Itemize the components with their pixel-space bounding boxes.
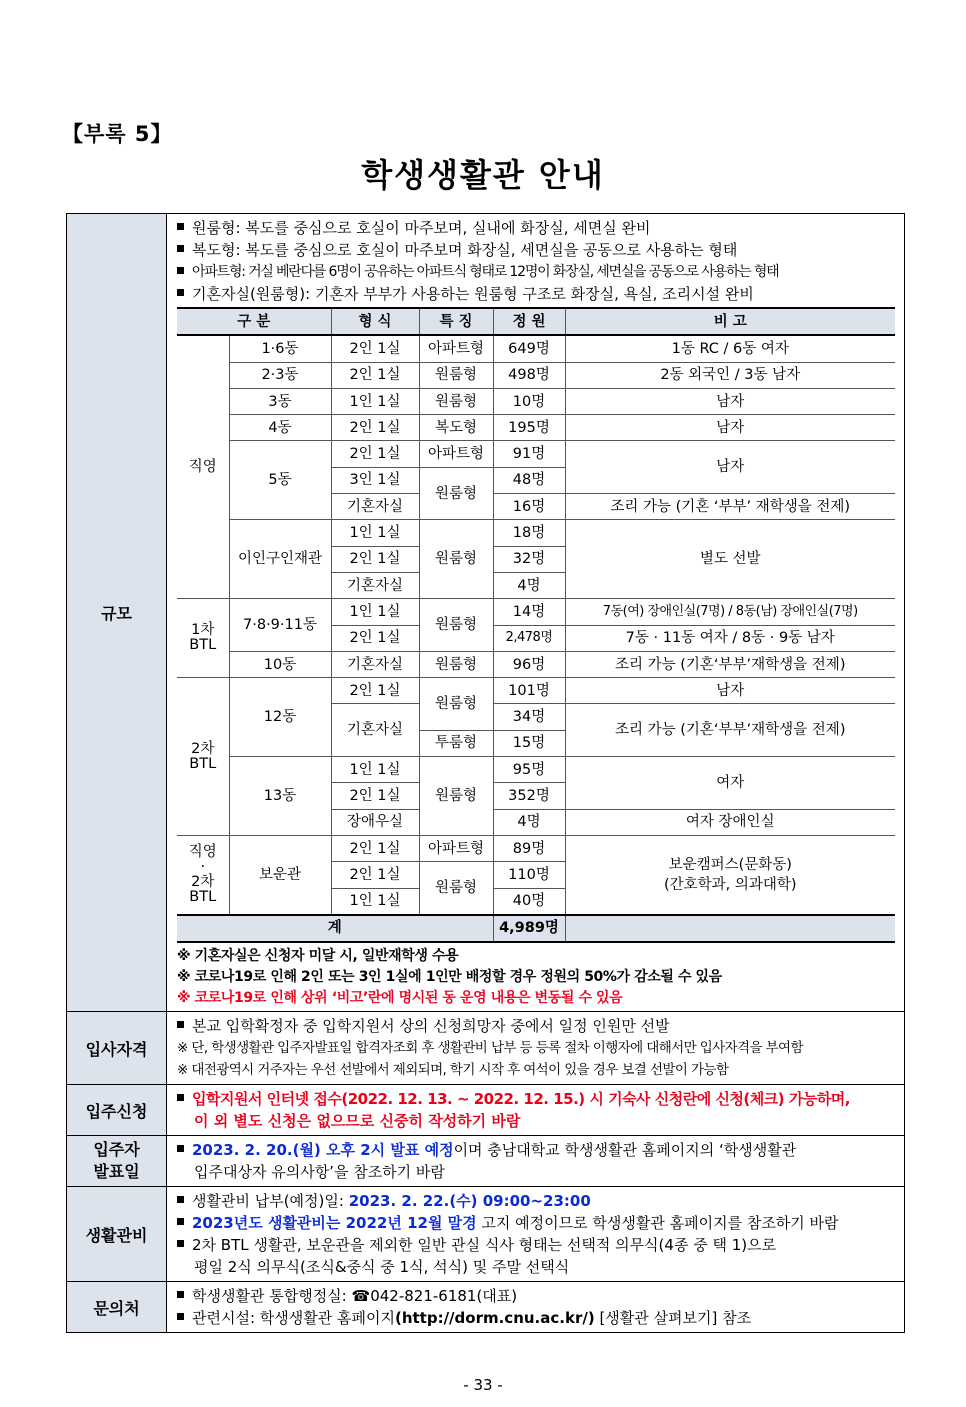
capacity-table	[177, 307, 895, 943]
note-cell: 보운캠퍼스(문화동) (간호학과, 의과대학)	[565, 835, 895, 914]
eligibility-note-1: ※ 단, 학생생활관 입주자발표일 합격자조회 후 생활관비 납부 등 등록 절차 이행자에 대해서만 입사자격을 부여함	[177, 1040, 803, 1057]
contact-row	[67, 1282, 905, 1333]
eligibility-label: 입사자격	[67, 1012, 167, 1085]
table-row	[177, 651, 895, 677]
building-cell: 4동	[229, 415, 331, 441]
type-cell: 1인 1실	[331, 599, 419, 625]
application-row	[67, 1085, 905, 1136]
table-row	[177, 599, 895, 625]
header-category: 구 분	[177, 308, 331, 335]
type-cell: 2인 1실	[331, 678, 419, 704]
type-cell: 기혼자실	[331, 651, 419, 677]
header-type: 형 식	[331, 308, 419, 335]
capacity-cell: 48명	[493, 467, 565, 493]
appendix-label: 【부록 5】	[62, 122, 173, 146]
note-cell: 별도 선발	[565, 520, 895, 599]
eligibility-bullet: 본교 입학확정자 중 입학지원서 상의 신청희망자 중에서 일정 인원만 선발	[177, 1015, 896, 1037]
note-cell: 7동 · 11동 여자 / 8동 · 9동 남자	[565, 625, 895, 651]
capacity-cell: 4명	[493, 809, 565, 835]
header-note: 비 고	[565, 308, 895, 335]
square-bullet-icon	[177, 1313, 184, 1320]
type-cell: 기혼자실	[331, 572, 419, 598]
capacity-cell: 4명	[493, 572, 565, 598]
type-cell: 1인 1실	[331, 388, 419, 414]
table-row	[177, 415, 895, 441]
feature-cell: 복도형	[419, 415, 493, 441]
feature-cell: 원룸형	[419, 678, 493, 731]
footnote-covid-capacity: ※ 코로나19로 인해 2인 또는 3인 1실에 1인만 배정할 경우 정원의 50%가 감소될 수 있음	[177, 969, 722, 986]
capacity-cell: 110명	[493, 862, 565, 888]
building-cell: 7·8·9·11동	[229, 599, 331, 652]
building-cell: 1·6동	[229, 335, 331, 362]
type-cell: 기혼자실	[331, 494, 419, 520]
feature-cell: 아파트형	[419, 441, 493, 467]
group-btl2: 2차 BTL	[177, 678, 229, 836]
type-cell: 2인 1실	[331, 362, 419, 388]
type-cell: 2인 1실	[331, 783, 419, 809]
phone-icon: ☎	[351, 1287, 371, 1306]
feature-cell: 원룸형	[419, 467, 493, 520]
square-bullet-icon	[177, 1094, 184, 1101]
footnote-married: ※ 기혼자실은 신청자 미달 시, 일반재학생 수용	[177, 948, 459, 965]
square-bullet-icon	[177, 1240, 184, 1247]
note-cell: 남자	[565, 678, 895, 704]
capacity-header-row	[177, 308, 895, 335]
type-cell: 1인 1실	[331, 888, 419, 915]
capacity-cell: 40명	[493, 888, 565, 915]
capacity-cell: 89명	[493, 835, 565, 861]
square-bullet-icon	[177, 1196, 184, 1203]
table-row	[177, 388, 895, 414]
group-mixed: 직영 · 2차 BTL	[177, 835, 229, 914]
building-cell: 10동	[229, 651, 331, 677]
capacity-cell: 498명	[493, 362, 565, 388]
building-cell: 13동	[229, 757, 331, 836]
square-bullet-icon	[177, 1218, 184, 1225]
capacity-cell: 352명	[493, 783, 565, 809]
square-bullet-icon	[177, 289, 184, 296]
group-direct: 직영	[177, 335, 229, 598]
note-cell: 남자	[565, 388, 895, 414]
building-cell: 3동	[229, 388, 331, 414]
feature-cell: 원룸형	[419, 599, 493, 652]
type-cell: 장애우실	[331, 809, 419, 835]
eligibility-note-2: ※ 대전광역시 거주자는 우선 선발에서 제외되며, 학기 시작 후 여석이 있을 경우 보결 선발이 가능함	[177, 1062, 729, 1079]
dorm-site-link[interactable]: (http://dorm.cnu.ac.kr/)	[394, 1309, 595, 1328]
square-bullet-icon	[177, 223, 184, 230]
table-row	[177, 678, 895, 704]
scale-row	[67, 214, 905, 1012]
announcement-label: 입주자 발표일	[67, 1136, 167, 1187]
building-cell: 보운관	[229, 835, 331, 914]
total-value: 4,989명	[493, 915, 565, 942]
table-row	[177, 757, 895, 783]
note-cell: 조리 가능 (기혼‘부부’재학생을 전제)	[565, 704, 895, 757]
building-cell: 2·3동	[229, 362, 331, 388]
bullet-oneroom: 원룸형: 복도를 중심으로 호실이 마주보며, 실내에 화장실, 세면실 완비	[177, 217, 896, 239]
table-row	[177, 335, 895, 362]
page-number: - 33 -	[463, 1376, 503, 1394]
contact-label: 문의처	[67, 1282, 167, 1333]
type-cell: 2인 1실	[331, 335, 419, 362]
capacity-cell: 2,478명	[493, 625, 565, 651]
capacity-cell: 32명	[493, 546, 565, 572]
capacity-cell: 14명	[493, 599, 565, 625]
building-cell: 12동	[229, 678, 331, 757]
type-cell: 2인 1실	[331, 546, 419, 572]
building-cell: 이인구인재관	[229, 520, 331, 599]
fees-bullet-3: 2차 BTL 생활관, 보운관을 제외한 일반 관실 식사 형태는 선택적 의무식(4종 중 택 1)으로	[177, 1234, 896, 1256]
type-cell: 기혼자실	[331, 704, 419, 757]
announcement-row	[67, 1136, 905, 1187]
table-row	[177, 520, 895, 546]
type-cell: 1인 1실	[331, 520, 419, 546]
fees-row	[67, 1187, 905, 1282]
feature-cell: 원룸형	[419, 862, 493, 915]
bullet-apartment: 아파트형: 거실 베란다를 6명이 공유하는 아파트식 형태로 12명이 화장실, 세면실을 공동으로 사용하는 형태	[177, 261, 896, 283]
square-bullet-icon	[177, 1021, 184, 1028]
dormitory-info-table	[66, 213, 905, 1333]
type-cell: 2인 1실	[331, 441, 419, 467]
application-line-1: 입학지원서 인터넷 접수(2022. 12. 13. ~ 2022. 12. 15.) 시 기숙사 신청란에 신청(체크) 가능하며,	[177, 1088, 896, 1110]
type-cell: 2인 1실	[331, 625, 419, 651]
building-cell: 5동	[229, 441, 331, 520]
eligibility-row	[67, 1012, 905, 1085]
announcement-line-1: 2023. 2. 20.(월) 오후 2시 발표 예정이며 충남대학교 학생생활관 홈페이지의 ‘학생생활관	[177, 1139, 896, 1161]
total-label: 계	[177, 915, 493, 942]
total-note	[565, 915, 895, 942]
contact-site: 관련시설: 학생생활관 홈페이지(http://dorm.cnu.ac.kr/) [생활관 살펴보기] 참조	[177, 1307, 896, 1329]
feature-cell: 투룸형	[419, 730, 493, 756]
type-cell: 1인 1실	[331, 757, 419, 783]
group-btl1: 1차 BTL	[177, 599, 229, 678]
type-cell: 2인 1실	[331, 415, 419, 441]
feature-cell: 원룸형	[419, 757, 493, 836]
fees-bullet-1: 생활관비 납부(예정)일: 2023. 2. 22.(수) 09:00~23:00	[177, 1190, 896, 1212]
capacity-cell: 10명	[493, 388, 565, 414]
note-cell: 7동(여) 장애인실(7명) / 8동(남) 장애인실(7명)	[565, 599, 895, 625]
capacity-cell: 15명	[493, 730, 565, 756]
feature-cell: 원룸형	[419, 362, 493, 388]
note-cell: 여자	[565, 757, 895, 810]
bullet-corridor: 복도형: 복도를 중심으로 호실이 마주보며 화장실, 세면실을 공동으로 사용하는 형태	[177, 239, 896, 261]
type-cell: 2인 1실	[331, 835, 419, 861]
footnote-covid-change: ※ 코로나19로 인해 상위 ‘비고’란에 명시된 동 운영 내용은 변동될 수 있음	[177, 990, 623, 1007]
note-cell: 2동 외국인 / 3동 남자	[565, 362, 895, 388]
fees-label: 생활관비	[67, 1187, 167, 1282]
fees-bullet-3-cont: 평일 2식 의무식(조식&중식 중 1식, 석식) 및 주말 선택식	[194, 1258, 570, 1277]
bullet-married: 기혼자실(원룸형): 기혼자 부부가 사용하는 원룸형 구조로 화장실, 욕실, 조리시설 완비	[177, 283, 896, 305]
application-label: 입주신청	[67, 1085, 167, 1136]
capacity-cell: 95명	[493, 757, 565, 783]
feature-cell: 아파트형	[419, 335, 493, 362]
capacity-cell: 195명	[493, 415, 565, 441]
total-row	[177, 915, 895, 942]
contact-phone: 학생생활관 통합행정실: ☎042-821-6181(대표)	[177, 1285, 896, 1307]
square-bullet-icon	[177, 1145, 184, 1152]
note-cell: 1동 RC / 6동 여자	[565, 335, 895, 362]
page-title: 학생생활관 안내	[361, 156, 605, 194]
type-cell: 3인 1실	[331, 467, 419, 493]
square-bullet-icon	[177, 267, 184, 274]
header-capacity: 정 원	[493, 308, 565, 335]
application-line-2: 이 외 별도 신청은 없으므로 신중히 작성하기 바람	[194, 1112, 521, 1131]
note-cell: 여자 장애인실	[565, 809, 895, 835]
table-row	[177, 835, 895, 861]
note-cell: 남자	[565, 415, 895, 441]
capacity-cell: 101명	[493, 678, 565, 704]
fees-bullet-2: 2023년도 생활관비는 2022년 12월 말경 고지 예정이므로 학생생활관 홈페이지를 참조하기 바람	[177, 1212, 896, 1234]
capacity-cell: 96명	[493, 651, 565, 677]
capacity-cell: 34명	[493, 704, 565, 730]
note-cell: 조리 가능 (기혼 ‘부부’ 재학생을 전제)	[565, 494, 895, 520]
feature-cell: 원룸형	[419, 651, 493, 677]
feature-cell: 아파트형	[419, 835, 493, 861]
note-cell: 조리 가능 (기혼‘부부’재학생을 전제)	[565, 651, 895, 677]
table-row	[177, 441, 895, 467]
table-row	[177, 362, 895, 388]
square-bullet-icon	[177, 1291, 184, 1298]
capacity-cell: 649명	[493, 335, 565, 362]
capacity-cell: 16명	[493, 494, 565, 520]
square-bullet-icon	[177, 245, 184, 252]
capacity-cell: 91명	[493, 441, 565, 467]
header-feature: 특 징	[419, 308, 493, 335]
type-cell: 2인 1실	[331, 862, 419, 888]
announcement-line-2: 입주대상자 유의사항’을 참조하기 바람	[194, 1163, 445, 1182]
feature-cell: 원룸형	[419, 520, 493, 599]
note-cell: 남자	[565, 441, 895, 494]
feature-cell: 원룸형	[419, 388, 493, 414]
scale-label: 규모	[67, 214, 167, 1012]
capacity-cell: 18명	[493, 520, 565, 546]
